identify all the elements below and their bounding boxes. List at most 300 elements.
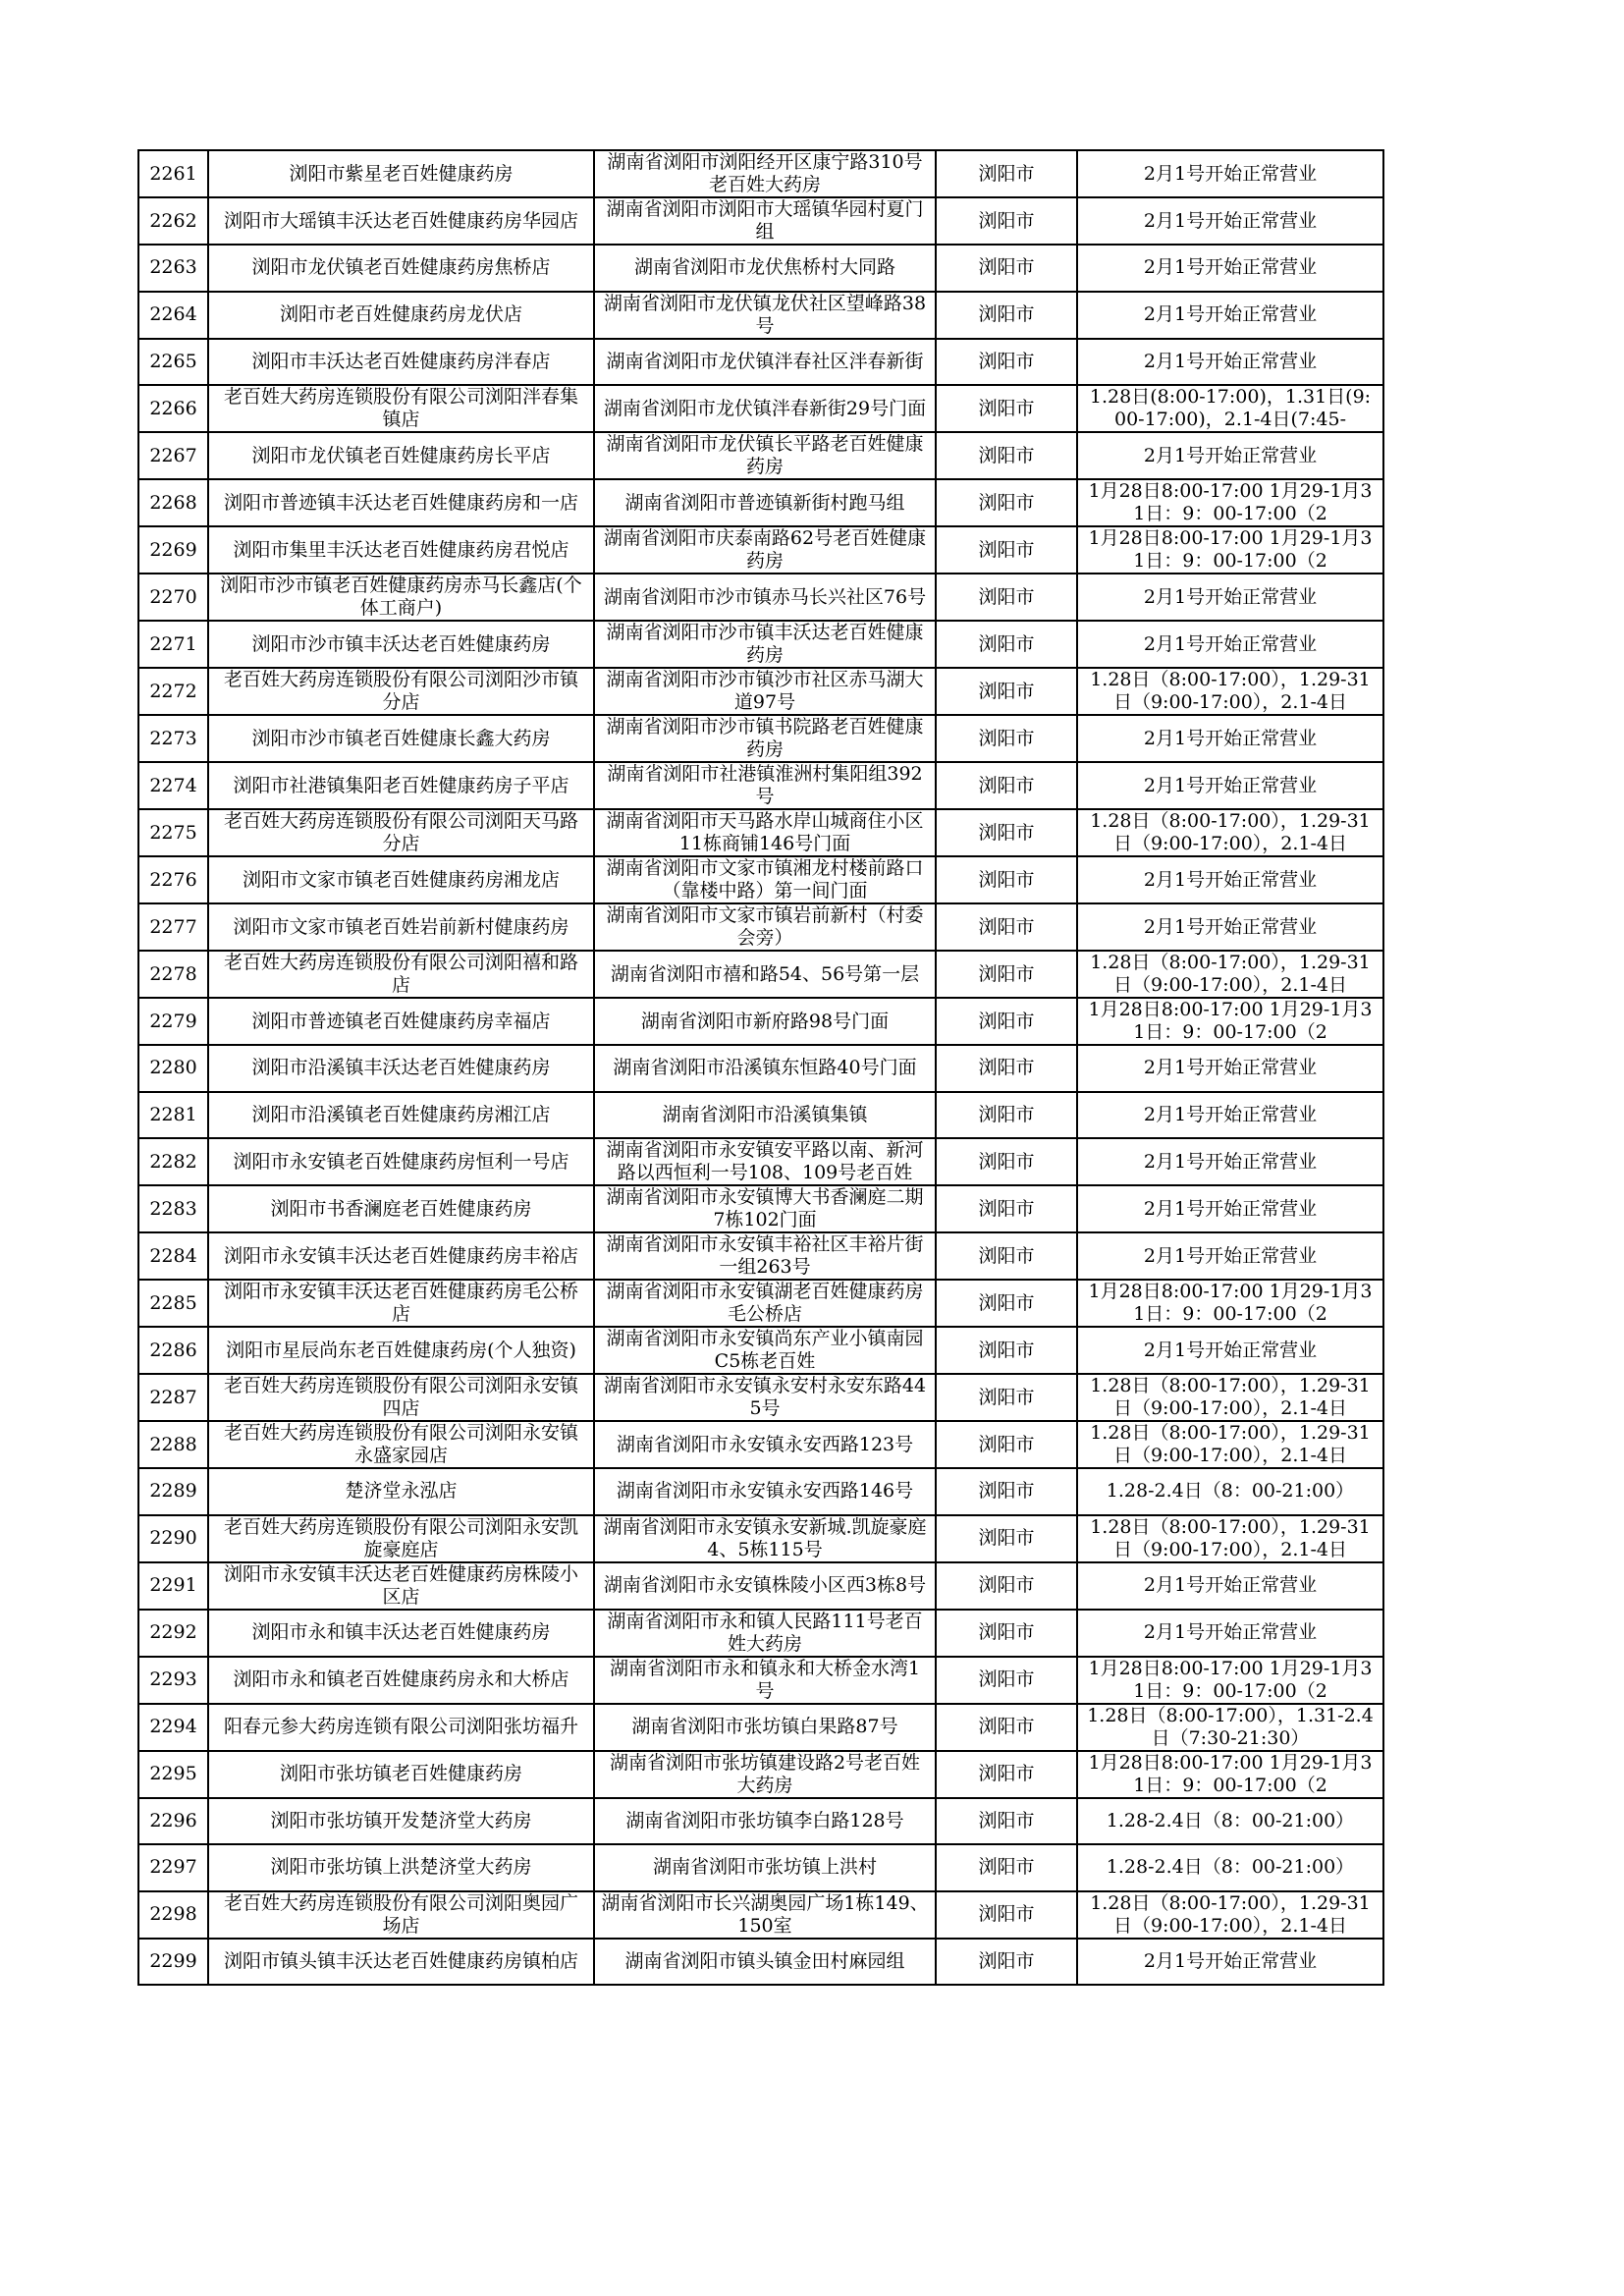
hours-cell xyxy=(1077,245,1383,292)
city-text: 浏阳市 xyxy=(978,915,1035,938)
city-cell xyxy=(936,479,1077,526)
address-text: 湖南省浏阳市永和镇人民路111号老百姓大药房 xyxy=(607,1610,923,1655)
address-cell xyxy=(594,385,936,432)
table-row xyxy=(138,1138,1383,1185)
pharmacy-name-text: 浏阳市永安镇老百姓健康药房恒利一号店 xyxy=(233,1150,569,1173)
row-number-text: 2292 xyxy=(149,1621,197,1643)
address-cell xyxy=(594,1562,936,1610)
address-text: 湖南省浏阳市永安镇安平路以南、新河路以西恒利一号108、109号老百姓 xyxy=(606,1139,924,1183)
pharmacy-name-text: 浏阳市文家市镇老百姓岩前新村健康药房 xyxy=(233,915,569,938)
city-text: 浏阳市 xyxy=(978,350,1035,372)
city-text: 浏阳市 xyxy=(978,162,1035,185)
pharmacy-name-cell xyxy=(208,150,594,197)
address-text: 湖南省浏阳市沙市镇沙市社区赤马湖大道97号 xyxy=(606,669,924,713)
table-row xyxy=(138,715,1383,762)
hours-text: 2月1号开始正常营业 xyxy=(1143,303,1318,325)
pharmacy-name-cell xyxy=(208,1374,594,1421)
row-number-text: 2274 xyxy=(149,774,197,796)
hours-cell xyxy=(1077,339,1383,386)
address-cell xyxy=(594,1610,936,1657)
address-text: 湖南省浏阳市永安镇永安西路146号 xyxy=(616,1480,914,1503)
row-number-text: 2277 xyxy=(149,915,197,938)
city-cell xyxy=(936,432,1077,479)
hours-text: 2月1号开始正常营业 xyxy=(1143,209,1318,232)
address-cell xyxy=(594,574,936,621)
address-cell xyxy=(594,715,936,762)
row-number-cell xyxy=(138,998,208,1045)
hours-cell xyxy=(1077,1610,1383,1657)
pharmacy-name-cell xyxy=(208,1468,594,1515)
pharmacy-name-text: 老百姓大药房连锁股份有限公司浏阳泮春集镇店 xyxy=(223,386,578,430)
city-text: 浏阳市 xyxy=(978,1903,1035,1925)
hours-cell xyxy=(1077,856,1383,903)
pharmacy-name-cell xyxy=(208,339,594,386)
address-cell xyxy=(594,1138,936,1185)
row-number-cell xyxy=(138,1798,208,1845)
city-text: 浏阳市 xyxy=(978,1197,1035,1220)
city-text: 浏阳市 xyxy=(978,444,1035,466)
hours-text: 2月1号开始正常营业 xyxy=(1143,162,1318,185)
pharmacy-name-text: 浏阳市星辰尚东老百姓健康药房(个人独资) xyxy=(226,1339,576,1361)
table-row xyxy=(138,903,1383,951)
row-number-text: 2278 xyxy=(149,962,197,985)
address-text: 湖南省浏阳市龙伏焦桥村大同路 xyxy=(633,256,895,279)
address-cell xyxy=(594,1374,936,1421)
pharmacy-name-cell xyxy=(208,479,594,526)
row-number-text: 2290 xyxy=(149,1527,197,1549)
row-number-text: 2288 xyxy=(149,1433,197,1455)
hours-cell xyxy=(1077,621,1383,668)
hours-cell xyxy=(1077,292,1383,339)
hours-text: 2月1号开始正常营业 xyxy=(1143,1197,1318,1220)
city-text: 浏阳市 xyxy=(978,1291,1035,1314)
table-row xyxy=(138,1751,1383,1798)
pharmacy-name-cell xyxy=(208,1280,594,1327)
row-number-cell xyxy=(138,1232,208,1280)
city-cell xyxy=(936,1374,1077,1421)
pharmacy-name-text: 浏阳市老百姓健康药房龙伏店 xyxy=(279,303,522,325)
hours-cell xyxy=(1077,1421,1383,1468)
pharmacy-name-cell xyxy=(208,1562,594,1610)
city-cell xyxy=(936,1515,1077,1562)
hours-text: 2月1号开始正常营业 xyxy=(1143,256,1318,279)
row-number-text: 2285 xyxy=(149,1291,197,1314)
row-number-cell xyxy=(138,1562,208,1610)
address-cell xyxy=(594,245,936,292)
address-text: 湖南省浏阳市沿溪镇东恒路40号门面 xyxy=(613,1057,917,1079)
hours-cell xyxy=(1077,1374,1383,1421)
hours-text: 1.28日（8:00-17:00），1.29-31日（9:00-17:00），2.1-4日 xyxy=(1090,810,1371,854)
row-number-cell xyxy=(138,1939,208,1986)
address-cell xyxy=(594,621,936,668)
pharmacy-name-text: 老百姓大药房连锁股份有限公司浏阳永安镇永盛家园店 xyxy=(223,1422,578,1466)
address-text: 湖南省浏阳市张坊镇李白路128号 xyxy=(625,1809,904,1831)
row-number-text: 2299 xyxy=(149,1949,197,1972)
address-cell xyxy=(594,1515,936,1562)
table-body xyxy=(138,150,1383,1985)
hours-cell xyxy=(1077,1798,1383,1845)
hours-text: 2月1号开始正常营业 xyxy=(1143,774,1318,796)
city-text: 浏阳市 xyxy=(978,1150,1035,1173)
row-number-cell xyxy=(138,1844,208,1891)
hours-cell xyxy=(1077,1185,1383,1232)
address-cell xyxy=(594,998,936,1045)
pharmacy-name-text: 浏阳市永安镇丰沃达老百姓健康药房丰裕店 xyxy=(223,1244,578,1267)
row-number-cell xyxy=(138,385,208,432)
city-cell xyxy=(936,526,1077,574)
row-number-cell xyxy=(138,856,208,903)
table-row xyxy=(138,432,1383,479)
city-text: 浏阳市 xyxy=(978,1244,1035,1267)
address-cell xyxy=(594,668,936,715)
row-number-text: 2293 xyxy=(149,1668,197,1690)
pharmacy-name-text: 浏阳市丰沃达老百姓健康药房泮春店 xyxy=(251,350,551,372)
hours-cell xyxy=(1077,432,1383,479)
address-cell xyxy=(594,1657,936,1704)
row-number-cell xyxy=(138,715,208,762)
city-text: 浏阳市 xyxy=(978,1057,1035,1079)
pharmacy-name-text: 浏阳市永和镇老百姓健康药房永和大桥店 xyxy=(233,1668,569,1690)
row-number-cell xyxy=(138,1185,208,1232)
row-number-cell xyxy=(138,197,208,245)
pharmacy-name-cell xyxy=(208,1092,594,1139)
address-cell xyxy=(594,479,936,526)
row-number-text: 2280 xyxy=(149,1057,197,1079)
address-cell xyxy=(594,951,936,998)
address-cell xyxy=(594,1939,936,1986)
hours-cell xyxy=(1077,385,1383,432)
table-row xyxy=(138,1891,1383,1939)
pharmacy-name-cell xyxy=(208,1939,594,1986)
address-text: 湖南省浏阳市浏阳市大瑶镇华园村夏门组 xyxy=(606,198,924,243)
pharmacy-name-cell xyxy=(208,1421,594,1468)
row-number-text: 2273 xyxy=(149,727,197,749)
pharmacy-name-text: 浏阳市沙市镇老百姓健康长鑫大药房 xyxy=(251,727,551,749)
city-text: 浏阳市 xyxy=(978,1856,1035,1879)
pharmacy-name-cell xyxy=(208,1138,594,1185)
table-row xyxy=(138,1515,1383,1562)
city-cell xyxy=(936,1232,1077,1280)
row-number-text: 2284 xyxy=(149,1244,197,1267)
row-number-cell xyxy=(138,809,208,856)
pharmacy-name-cell xyxy=(208,762,594,809)
row-number-cell xyxy=(138,1092,208,1139)
city-cell xyxy=(936,951,1077,998)
hours-text: 1月28日8:00-17:00 1月29-1月31日：9：00-17:00（2 xyxy=(1088,480,1373,524)
row-number-text: 2265 xyxy=(149,350,197,372)
address-cell xyxy=(594,526,936,574)
city-cell xyxy=(936,1657,1077,1704)
address-cell xyxy=(594,1468,936,1515)
hours-text: 2月1号开始正常营业 xyxy=(1143,1103,1318,1125)
row-number-cell xyxy=(138,1610,208,1657)
address-text: 湖南省浏阳市沙市镇丰沃达老百姓健康药房 xyxy=(606,622,924,666)
city-text: 浏阳市 xyxy=(978,1763,1035,1784)
hours-text: 1.28-2.4日（8：00-21:00） xyxy=(1106,1809,1355,1831)
row-number-text: 2276 xyxy=(149,868,197,891)
pharmacy-name-cell xyxy=(208,1232,594,1280)
hours-text: 2月1号开始正常营业 xyxy=(1143,1150,1318,1173)
row-number-text: 2287 xyxy=(149,1386,197,1408)
pharmacy-name-text: 浏阳市永安镇丰沃达老百姓健康药房毛公桥店 xyxy=(223,1281,578,1325)
address-text: 湖南省浏阳市新府路98号门面 xyxy=(640,1010,890,1032)
city-cell xyxy=(936,856,1077,903)
city-cell xyxy=(936,1610,1077,1657)
address-text: 湖南省浏阳市沿溪镇集镇 xyxy=(662,1103,868,1125)
city-cell xyxy=(936,1045,1077,1092)
address-text: 湖南省浏阳市浏阳经开区康宁路310号老百姓大药房 xyxy=(607,151,923,195)
address-text: 湖南省浏阳市永安镇永安西路123号 xyxy=(616,1433,914,1455)
city-text: 浏阳市 xyxy=(978,1574,1035,1596)
table-row xyxy=(138,1280,1383,1327)
row-number-cell xyxy=(138,526,208,574)
row-number-cell xyxy=(138,951,208,998)
table-row xyxy=(138,1327,1383,1374)
pharmacy-name-cell xyxy=(208,668,594,715)
table-row xyxy=(138,668,1383,715)
hours-text: 1月28日8:00-17:00 1月29-1月31日：9：00-17:00（2 xyxy=(1088,1281,1373,1325)
city-cell xyxy=(936,1280,1077,1327)
address-text: 湖南省浏阳市长兴湖奥园广场1栋149、150室 xyxy=(601,1891,929,1937)
pharmacy-name-cell xyxy=(208,1844,594,1891)
row-number-text: 2289 xyxy=(149,1480,197,1503)
city-cell xyxy=(936,292,1077,339)
table-row xyxy=(138,1939,1383,1986)
hours-cell xyxy=(1077,479,1383,526)
row-number-cell xyxy=(138,1657,208,1704)
hours-text: 2月1号开始正常营业 xyxy=(1143,868,1318,891)
table-row xyxy=(138,998,1383,1045)
row-number-text: 2296 xyxy=(149,1809,197,1831)
hours-cell xyxy=(1077,1327,1383,1374)
hours-cell xyxy=(1077,1844,1383,1891)
address-cell xyxy=(594,1751,936,1798)
hours-text: 2月1号开始正常营业 xyxy=(1143,350,1318,372)
address-text: 湖南省浏阳市永安镇尚东产业小镇南园C5栋老百姓 xyxy=(606,1328,924,1372)
pharmacy-table xyxy=(137,149,1384,1986)
hours-cell xyxy=(1077,1280,1383,1327)
hours-cell xyxy=(1077,526,1383,574)
hours-cell xyxy=(1077,1751,1383,1798)
table-row xyxy=(138,1704,1383,1751)
pharmacy-name-text: 阳春元参大药房连锁有限公司浏阳张坊福升 xyxy=(223,1716,578,1737)
address-text: 湖南省浏阳市沙市镇书院路老百姓健康药房 xyxy=(606,716,924,760)
row-number-text: 2268 xyxy=(149,491,197,514)
pharmacy-name-text: 浏阳市紫星老百姓健康药房 xyxy=(289,162,514,185)
hours-text: 1.28日（8:00-17:00），1.31-2.4日（7:30-21:30） xyxy=(1087,1704,1374,1749)
hours-cell xyxy=(1077,1138,1383,1185)
row-number-cell xyxy=(138,1138,208,1185)
address-cell xyxy=(594,856,936,903)
hours-cell xyxy=(1077,1232,1383,1280)
city-text: 浏阳市 xyxy=(978,821,1035,844)
hours-cell xyxy=(1077,197,1383,245)
city-text: 浏阳市 xyxy=(978,727,1035,749)
address-text: 湖南省浏阳市龙伏镇泮春社区泮春新街 xyxy=(606,350,924,372)
row-number-cell xyxy=(138,479,208,526)
row-number-cell xyxy=(138,1421,208,1468)
table-row xyxy=(138,1657,1383,1704)
row-number-text: 2294 xyxy=(149,1716,197,1737)
address-cell xyxy=(594,197,936,245)
pharmacy-name-text: 浏阳市永安镇丰沃达老百姓健康药房株陵小区店 xyxy=(223,1562,578,1608)
city-cell xyxy=(936,715,1077,762)
city-text: 浏阳市 xyxy=(978,491,1035,514)
pharmacy-name-text: 浏阳市沙市镇丰沃达老百姓健康药房 xyxy=(251,632,551,655)
city-cell xyxy=(936,339,1077,386)
hours-text: 2月1号开始正常营业 xyxy=(1143,585,1318,608)
hours-text: 2月1号开始正常营业 xyxy=(1143,1621,1318,1643)
city-text: 浏阳市 xyxy=(978,1527,1035,1549)
pharmacy-name-cell xyxy=(208,903,594,951)
city-cell xyxy=(936,1939,1077,1986)
address-text: 湖南省浏阳市张坊镇白果路87号 xyxy=(631,1716,898,1737)
row-number-cell xyxy=(138,1515,208,1562)
table-row xyxy=(138,526,1383,574)
row-number-cell xyxy=(138,1045,208,1092)
address-text: 湖南省浏阳市张坊镇上洪村 xyxy=(652,1856,877,1879)
hours-cell xyxy=(1077,809,1383,856)
table-row xyxy=(138,1045,1383,1092)
table-row xyxy=(138,1844,1383,1891)
address-text: 湖南省浏阳市文家市镇湘龙村楼前路口（靠楼中路）第一间门面 xyxy=(606,857,924,902)
row-number-cell xyxy=(138,339,208,386)
city-cell xyxy=(936,1751,1077,1798)
address-cell xyxy=(594,1185,936,1232)
address-text: 湖南省浏阳市普迹镇新街村跑马组 xyxy=(624,491,905,514)
city-text: 浏阳市 xyxy=(978,397,1035,419)
table-row xyxy=(138,1092,1383,1139)
city-text: 浏阳市 xyxy=(978,1809,1035,1831)
address-text: 湖南省浏阳市龙伏镇泮春新街29号门面 xyxy=(603,397,927,419)
pharmacy-name-text: 浏阳市沿溪镇老百姓健康药房湘江店 xyxy=(251,1103,551,1125)
pharmacy-name-text: 浏阳市大瑶镇丰沃达老百姓健康药房华园店 xyxy=(223,209,578,232)
pharmacy-name-cell xyxy=(208,998,594,1045)
hours-cell xyxy=(1077,1704,1383,1751)
pharmacy-name-cell xyxy=(208,1798,594,1845)
city-cell xyxy=(936,1562,1077,1610)
hours-cell xyxy=(1077,903,1383,951)
pharmacy-name-text: 老百姓大药房连锁股份有限公司浏阳沙市镇分店 xyxy=(223,669,578,713)
pharmacy-name-cell xyxy=(208,432,594,479)
row-number-text: 2264 xyxy=(149,303,197,325)
pharmacy-name-text: 浏阳市集里丰沃达老百姓健康药房君悦店 xyxy=(233,538,569,561)
pharmacy-name-text: 浏阳市张坊镇老百姓健康药房 xyxy=(279,1763,522,1784)
table-row xyxy=(138,385,1383,432)
table-row xyxy=(138,1798,1383,1845)
city-text: 浏阳市 xyxy=(978,1433,1035,1455)
hours-text: 1月28日8:00-17:00 1月29-1月31日：9：00-17:00（2 xyxy=(1088,1657,1373,1702)
city-text: 浏阳市 xyxy=(978,538,1035,561)
pharmacy-name-text: 老百姓大药房连锁股份有限公司浏阳永安凯旋豪庭店 xyxy=(223,1515,578,1560)
pharmacy-name-text: 浏阳市龙伏镇老百姓健康药房焦桥店 xyxy=(251,256,551,279)
address-text: 湖南省浏阳市天马路水岸山城商住小区11栋商铺146号门面 xyxy=(606,810,924,854)
city-cell xyxy=(936,197,1077,245)
row-number-cell xyxy=(138,292,208,339)
row-number-text: 2272 xyxy=(149,680,197,702)
row-number-cell xyxy=(138,1468,208,1515)
row-number-cell xyxy=(138,150,208,197)
hours-cell xyxy=(1077,1939,1383,1986)
table-row xyxy=(138,574,1383,621)
pharmacy-name-text: 浏阳市普迹镇老百姓健康药房幸福店 xyxy=(251,1010,551,1032)
address-cell xyxy=(594,1891,936,1939)
row-number-cell xyxy=(138,1374,208,1421)
table-row xyxy=(138,479,1383,526)
hours-cell xyxy=(1077,1562,1383,1610)
row-number-text: 2269 xyxy=(149,538,197,561)
pharmacy-name-cell xyxy=(208,574,594,621)
row-number-cell xyxy=(138,245,208,292)
city-cell xyxy=(936,574,1077,621)
row-number-text: 2279 xyxy=(149,1010,197,1032)
pharmacy-name-cell xyxy=(208,951,594,998)
address-cell xyxy=(594,432,936,479)
row-number-text: 2262 xyxy=(149,209,197,232)
table-row xyxy=(138,809,1383,856)
hours-cell xyxy=(1077,1891,1383,1939)
pharmacy-name-text: 老百姓大药房连锁股份有限公司浏阳天马路分店 xyxy=(223,810,578,854)
city-text: 浏阳市 xyxy=(978,1386,1035,1408)
pharmacy-name-text: 老百姓大药房连锁股份有限公司浏阳永安镇四店 xyxy=(223,1375,578,1419)
hours-text: 2月1号开始正常营业 xyxy=(1143,1949,1318,1972)
city-text: 浏阳市 xyxy=(978,256,1035,279)
hours-cell xyxy=(1077,1515,1383,1562)
address-cell xyxy=(594,1232,936,1280)
address-text: 湖南省浏阳市永安镇株陵小区西3栋8号 xyxy=(603,1574,927,1596)
table-row xyxy=(138,1232,1383,1280)
city-text: 浏阳市 xyxy=(978,1010,1035,1032)
pharmacy-name-cell xyxy=(208,1185,594,1232)
address-cell xyxy=(594,1798,936,1845)
city-cell xyxy=(936,1138,1077,1185)
pharmacy-name-cell xyxy=(208,1891,594,1939)
pharmacy-name-text: 浏阳市张坊镇上洪楚济堂大药房 xyxy=(270,1856,532,1879)
pharmacy-name-cell xyxy=(208,1657,594,1704)
hours-text: 1.28日（8:00-17:00），1.29-31日（9:00-17:00），2.1-4日 xyxy=(1090,1515,1371,1560)
address-cell xyxy=(594,809,936,856)
pharmacy-name-cell xyxy=(208,526,594,574)
table-row xyxy=(138,197,1383,245)
address-cell xyxy=(594,339,936,386)
row-number-text: 2261 xyxy=(149,162,197,185)
address-cell xyxy=(594,150,936,197)
pharmacy-name-cell xyxy=(208,197,594,245)
city-text: 浏阳市 xyxy=(978,680,1035,702)
address-text: 湖南省浏阳市社港镇淮洲村集阳组392号 xyxy=(607,763,923,807)
table-row xyxy=(138,762,1383,809)
row-number-cell xyxy=(138,621,208,668)
pharmacy-name-text: 浏阳市社港镇集阳老百姓健康药房子平店 xyxy=(233,774,569,796)
hours-text: 2月1号开始正常营业 xyxy=(1143,727,1318,749)
city-cell xyxy=(936,1185,1077,1232)
hours-text: 2月1号开始正常营业 xyxy=(1143,1574,1318,1596)
city-cell xyxy=(936,1421,1077,1468)
city-text: 浏阳市 xyxy=(978,1339,1035,1361)
pharmacy-name-text: 浏阳市书香澜庭老百姓健康药房 xyxy=(270,1197,532,1220)
hours-cell xyxy=(1077,1092,1383,1139)
row-number-cell xyxy=(138,1704,208,1751)
row-number-cell xyxy=(138,432,208,479)
pharmacy-name-cell xyxy=(208,621,594,668)
row-number-text: 2275 xyxy=(149,821,197,844)
address-text: 湖南省浏阳市龙伏镇龙伏社区望峰路38号 xyxy=(603,292,927,337)
city-cell xyxy=(936,903,1077,951)
address-text: 湖南省浏阳市龙伏镇长平路老百姓健康药房 xyxy=(606,433,924,477)
table-row xyxy=(138,621,1383,668)
hours-cell xyxy=(1077,1657,1383,1704)
row-number-text: 2271 xyxy=(149,632,197,655)
